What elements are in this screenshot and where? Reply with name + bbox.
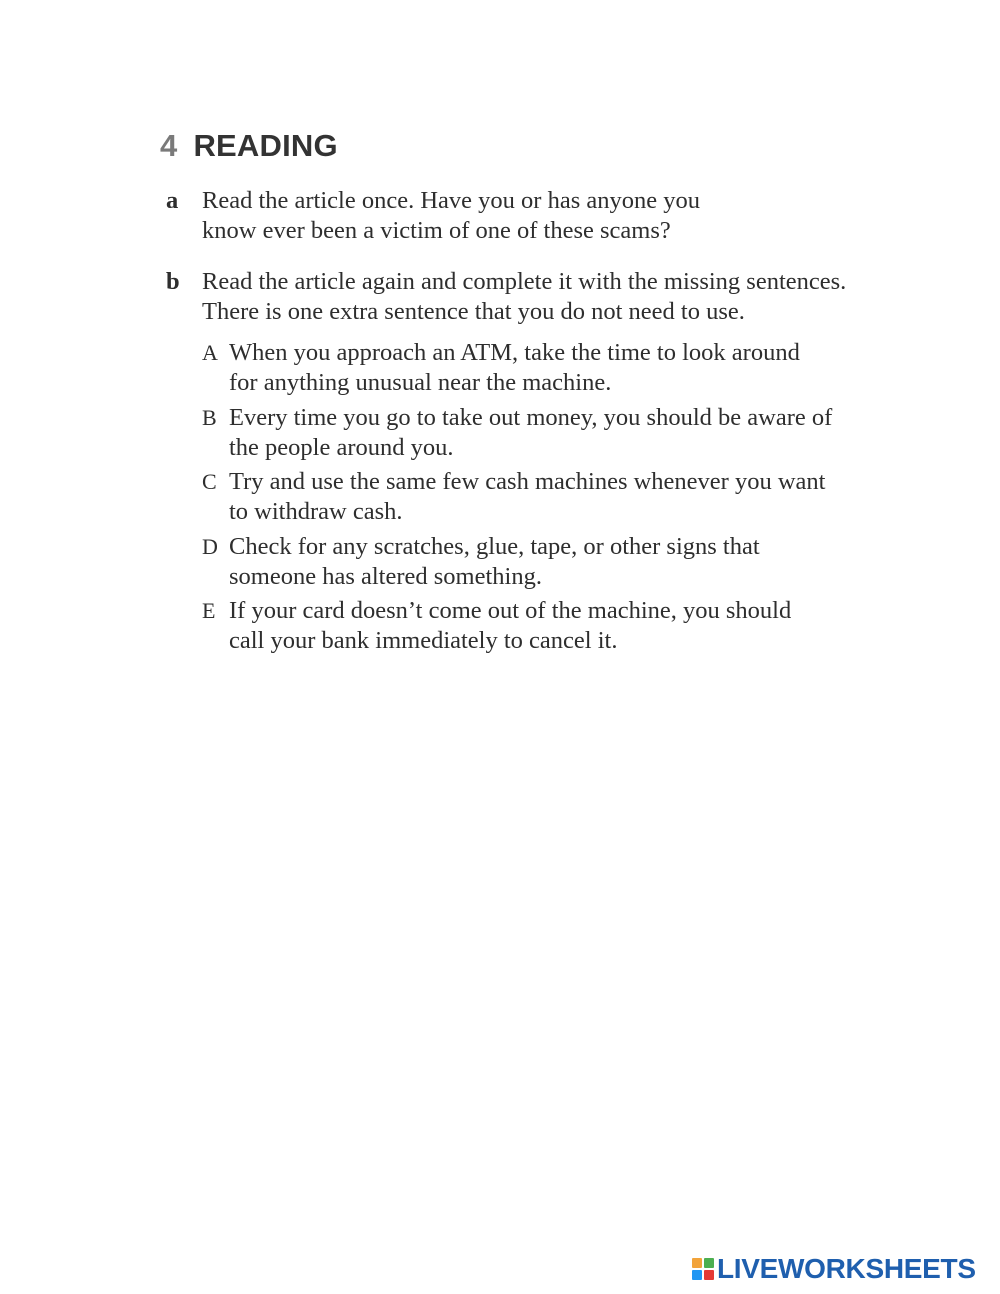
section-heading — [160, 128, 338, 164]
option-line: If your card doesn’t come out of the machine, you should — [229, 597, 792, 624]
option-letter: C — [202, 469, 217, 494]
task-line: There is one extra sentence that you do not need to use. — [202, 298, 745, 325]
option-line: for anything unusual near the machine. — [229, 369, 612, 396]
option-text — [229, 467, 825, 527]
task-line: Read the article once. Have you or has anyone you — [202, 187, 700, 214]
task-line: Read the article again and complete it with the missing sentences. — [202, 268, 847, 295]
logo-square — [704, 1258, 714, 1268]
task-letter: b — [166, 268, 180, 295]
logo-square — [704, 1270, 714, 1280]
option-text — [229, 338, 800, 398]
option-line: Check for any scratches, glue, tape, or other signs that — [229, 532, 760, 560]
task-line: know ever been a victim of one of these scams? — [202, 217, 671, 244]
liveworksheets-logo[interactable] — [692, 1252, 976, 1286]
option-letter: A — [202, 340, 218, 365]
option-text — [229, 403, 832, 463]
task-instructions — [202, 267, 846, 327]
option-line: call your bank immediately to cancel it. — [229, 627, 618, 654]
option-text — [229, 596, 791, 656]
option-line: to withdraw cash. — [229, 498, 403, 525]
option-line: the people around you. — [229, 433, 454, 461]
option-letter: B — [202, 404, 217, 430]
option-letter: E — [202, 598, 216, 623]
task-letter: a — [166, 187, 179, 214]
option-letter: D — [202, 533, 218, 559]
option-text — [229, 532, 760, 592]
logo-square — [692, 1258, 702, 1268]
section-title: READING — [193, 128, 338, 163]
option-line: Try and use the same few cash machines whenever you want — [229, 468, 826, 495]
option-line: someone has altered something. — [229, 562, 542, 590]
liveworksheets-logo-text: LIVEWORKSHEETS — [717, 1253, 976, 1284]
liveworksheets-logo-icon — [692, 1258, 714, 1280]
section-number: 4 — [160, 128, 178, 163]
logo-square — [692, 1270, 702, 1280]
task-instructions — [202, 186, 700, 246]
option-line: When you approach an ATM, take the time to look around — [229, 339, 800, 366]
option-line: Every time you go to take out money, you should be aware of — [229, 403, 833, 431]
